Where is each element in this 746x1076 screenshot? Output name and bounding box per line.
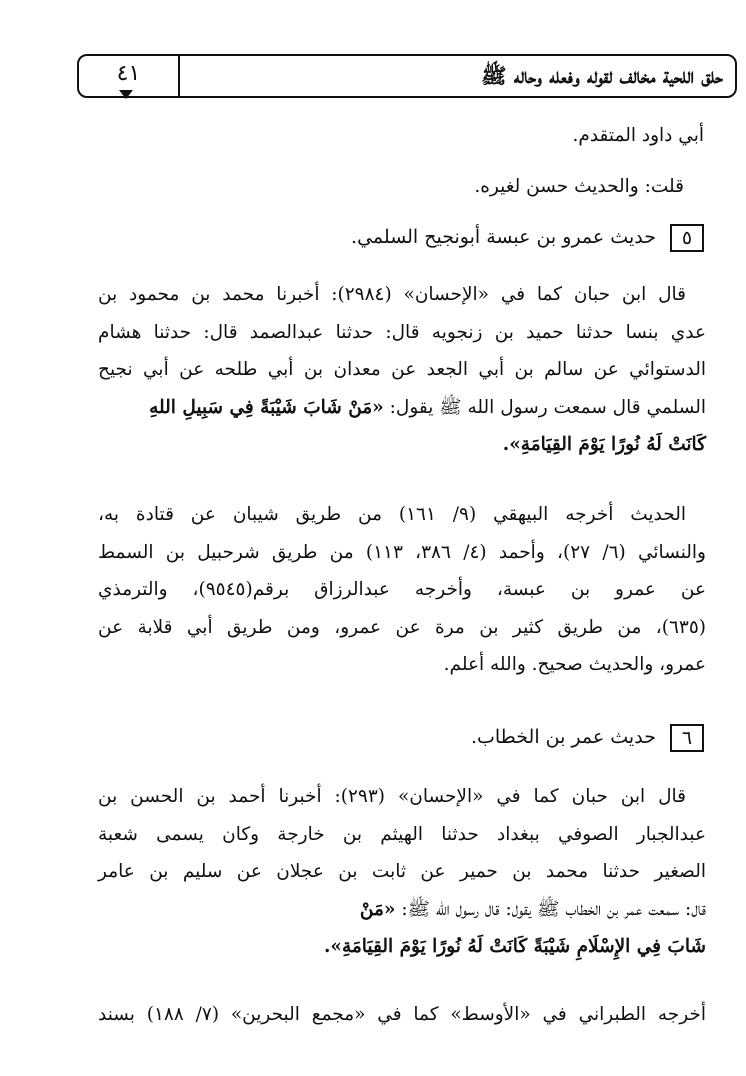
section-number-box: ٦: [670, 724, 704, 752]
text-line: أخرجه الطبراني في «الأوسط» كما في «مجمع البحرين» (٧/ ١٨٨) بسند: [98, 1004, 706, 1025]
hadith-quote: شَابَ فِي الإِسْلَامِ شَيْبَةً كَانَتْ لَهُ نُورًا يَوْمَ القِيَامَةِ».: [323, 936, 706, 958]
section-heading-5: [351, 224, 704, 252]
hadith-quote: كَانَتْ لَهُ نُورًا يَوْمَ القِيَامَةِ».: [502, 434, 706, 456]
text-line: قلت: والحديث حسن لغيره.: [474, 176, 684, 197]
text-line: الدستوائي عن سالم بن أبي الجعد عن معدان بن أبي طلحه عن أبي نجيح: [98, 359, 706, 381]
text-line: قال ابن حبان كما في «الإحسان» (٢٩٣): أخبرنا أحمد بن الحسن بن: [98, 786, 686, 807]
section-heading-6: [471, 724, 704, 752]
text-line: [98, 891, 706, 929]
text-line: الصغير حدثنا محمد بن حمير عن ثابت بن عجلان عن سليم بن عامر: [98, 861, 706, 883]
paragraph-3: [98, 276, 706, 464]
text-line: والنسائي (٦/ ٢٧)، وأحمد (٤/ ٣٨٦، ١١٣) من طريق شرحبيل بن السمط: [98, 541, 706, 563]
running-title: حلق اللحية مخالف لقوله وفعله وحاله ﷺ: [481, 63, 723, 88]
page-header: [77, 54, 737, 98]
text-line: عبدالجبار الصوفي ببغداد حدثنا الهيثم بن خارجة وكان يسمى شعبة: [98, 823, 706, 845]
page-number: ٤١: [116, 61, 141, 86]
narration-text: قال: سمعت عمر بن الخطاب ﷺ يقول: قال رسول الله ﷺ:: [401, 898, 706, 920]
section-number-box: ٥: [670, 224, 704, 252]
text-line: عمرو، والحديث صحيح. والله أعلم.: [443, 654, 706, 676]
text-line: الحديث أخرجه البيهقي (٩/ ١٦١) من طريق شيبان عن قتادة به،: [98, 504, 686, 525]
narration-text: السلمي قال سمعت رسول الله ﷺ يقول:: [389, 396, 706, 418]
paragraph-6: [98, 996, 706, 1034]
paragraph-2: [84, 168, 684, 206]
text-line: عن عمرو بن عبسة، وأخرجه عبدالرزاق برقم(٩٥٤٥)، والترمذي: [98, 579, 706, 601]
hadith-quote: «مَنْ: [359, 898, 396, 920]
text-line: [98, 389, 706, 427]
text-line: أبي داود المتقدم.: [572, 125, 704, 146]
section-title: حديث عمرو بن عبسة أبونجيح السلمي.: [351, 226, 656, 248]
paragraph-1: [104, 117, 704, 155]
hadith-quote: «مَنْ شَابَ شَيْبَةً فِي سَبِيلِ اللهِ: [149, 396, 384, 418]
text-line: قال ابن حبان كما في «الإحسان» (٢٩٨٤): أخبرنا محمد بن محمود بن: [98, 284, 686, 305]
paragraph-4: [98, 496, 706, 684]
text-line: (٦٣٥)، من طريق كثير بن مرة عن عمرو، ومن طريق أبي قلابة عن: [98, 616, 706, 638]
text-line: عدي بنسا حدثنا حميد بن زنجويه قال: حدثنا عبدالصمد قال: حدثنا هشام: [98, 321, 706, 343]
header-divider: [178, 56, 180, 96]
corner-mark-icon: [119, 90, 133, 99]
paragraph-5: [98, 778, 706, 966]
section-title: حديث عمر بن الخطاب.: [470, 726, 656, 748]
